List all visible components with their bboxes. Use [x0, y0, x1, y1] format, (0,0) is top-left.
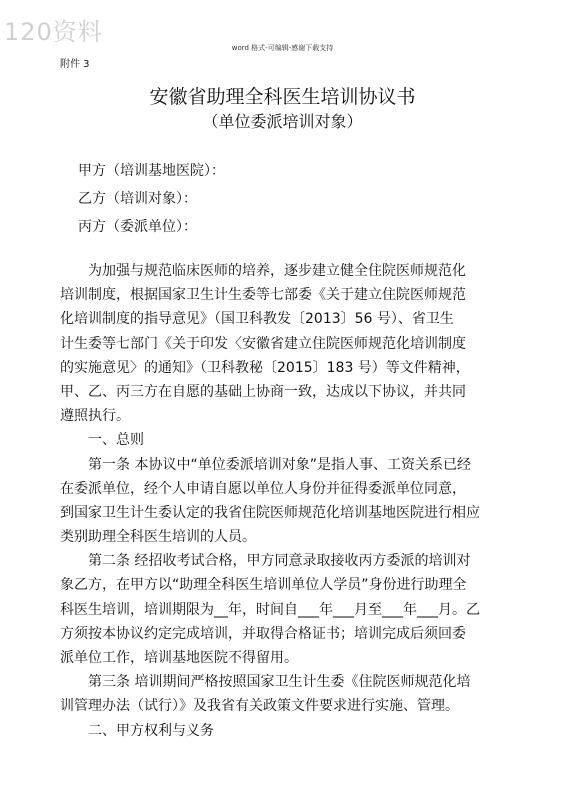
article-2-line: 派单位工作，培训基地医院不得留用。	[60, 650, 298, 666]
body-line: 的实施意见〉的通知》（卫科教秘〔2015〕183 号）等文件精神，	[60, 359, 470, 376]
article-1-line: 类别助理全科医生培训的人员。	[60, 529, 256, 546]
article-3-line: 第三条 培训期间严格按照国家卫生计生委《住院医师规范化培	[88, 674, 471, 691]
article-1-line: 第一条 本协议中“单位委派培训对象”是指人事、工资关系已经	[88, 456, 471, 473]
agreement-body	[60, 259, 522, 743]
body-line: 培训制度，根据国家卫生计生委等七部委《关于建立住院医师规范	[60, 287, 466, 304]
section-heading-general: 一、总则	[88, 432, 144, 449]
article-3-line: 训管理办法（试行）》及我省有关政策文件要求进行实施、管理。	[60, 698, 459, 715]
article-2-line: 象乙方，在甲方以“助理全科医生培训单位人学员”身份进行助理全	[60, 577, 467, 594]
document-title: 安徽省助理全科医生培训协议书	[149, 86, 416, 108]
body-line: 为加强与规范临床医师的培养，逐步建立健全住院医师规范化	[88, 263, 466, 279]
article-2-line: 方须按本协议约定完成培训，并取得合格证书；培训完成后须回委	[60, 625, 466, 642]
body-line: 遵照执行。	[60, 408, 130, 425]
body-line: 计生委等七部门《关于印发〈安徽省建立住院医师规范化培训制度	[60, 335, 466, 352]
party-a: 甲方（培训基地医院）：	[78, 163, 225, 179]
party-c: 丙方（委派单位）：	[78, 219, 197, 235]
top-note: word 格式-可编辑-感谢下载支持	[231, 44, 334, 52]
body-line: 化培训制度的指导意见》（国卫科教发〔2013〕56 号）、省卫生	[60, 311, 454, 328]
document-subtitle: （单位委派培训对象）	[202, 112, 363, 131]
section-heading-party-a: 二、甲方权利与义务	[88, 722, 214, 739]
party-b: 乙方（培训对象）：	[78, 191, 197, 207]
article-2-line: 第二条 经招收考试合格，甲方同意录取接收丙方委派的培训对	[88, 553, 471, 570]
article-2-line: 科医生培训，培训期限为__年，时间自___年___月至___年___月。乙	[60, 601, 480, 618]
article-1-line: 在委派单位，经个人申请自愿以单位人身份并征得委派单位同意，	[60, 480, 466, 497]
body-line: 甲、乙、丙三方在自愿的基础上协商一致，达成以下协议，并共同	[60, 383, 466, 400]
watermark: 120资料	[4, 18, 103, 46]
attachment-label: 附件 3	[60, 59, 90, 70]
article-1-line: 到国家卫生计生委认定的我省住院医师规范化培训基地医院进行相应	[60, 504, 480, 521]
